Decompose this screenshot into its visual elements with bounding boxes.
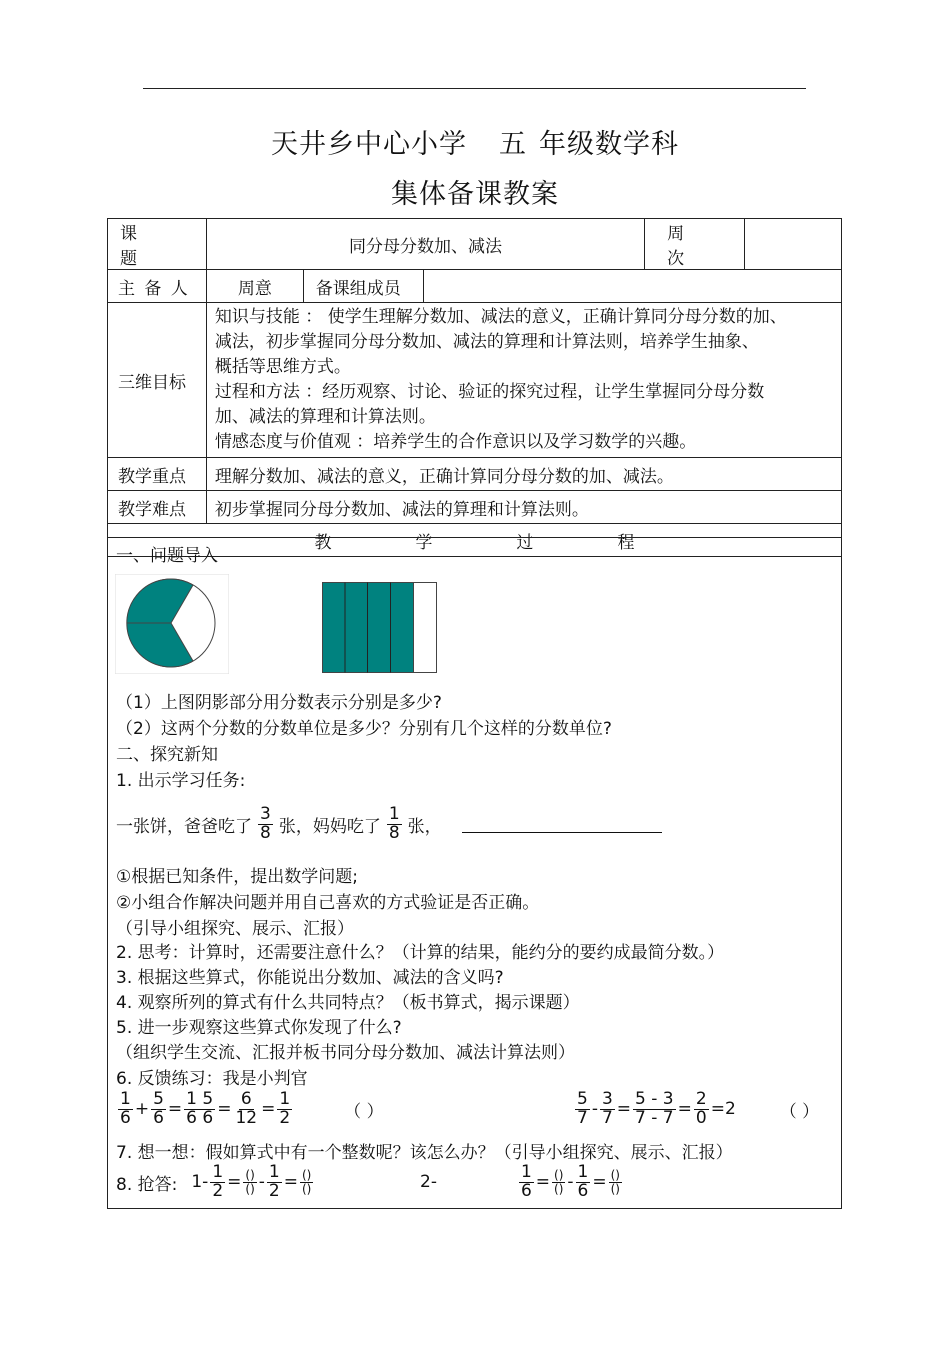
preparer-value: 周意 [206,270,303,303]
topic-label: 课 题 [108,219,207,270]
item-5: 5. 进一步观察这些算式你发现了什么? [116,1018,402,1038]
goal-line: 减法，初步掌握同分母分数加、减法的算理和计算法则，培养学生抽象、 [214,332,759,352]
step-2: ②小组合作解决问题并用自己喜欢的方式验证是否正确。 [116,893,540,913]
key-value: 理解分数加、减法的意义，正确计算同分母分数的加、减法。 [206,458,841,491]
school-name: 天井乡中心小学 [271,129,467,160]
goals-text [206,303,841,458]
goals-label: 三维目标 [108,303,207,458]
item-2: 2. 思考：计算时，还需要注意什么？（计算的结果，能约分的要约成最简分数。） [116,943,725,963]
question-2: （2）这两个分数的分数单位是多少？分别有几个这样的分数单位? [116,719,612,739]
bar-figure [322,582,438,674]
pie-figure [115,574,229,674]
section-intro: 一、问题导入 [116,546,218,566]
grade-number: 五 [499,129,527,160]
group-label: 备课组成员 [303,270,423,303]
item-4: 4. 观察所列的算式有什么共同特点？（板书算式，揭示课题） [116,993,580,1013]
judge-equation-1: $\frac{1}{6}$ + $\frac{5}{6}$ = $\frac{1 5}{6 6}$ = $\frac{6}{12}$ = $\frac{1}{2}$ （ ） [120,1089,384,1128]
document-title [0,122,950,161]
goal-line: 情感态度与价值观 ：培养学生的合作意识以及学习数学的兴趣。 [214,432,697,452]
step-1: ①根据已知条件，提出数学问题; [116,867,358,887]
task-line: 一张饼，爸爸吃了 $\frac{3}{8}$ 张，妈妈吃了 $\frac{1}{8}$ 张， [116,806,662,843]
goal-line: 过程和方法 ：经历观察、讨论、验证的探究过程，让学生掌握同分母分数 [214,382,765,402]
preparer-label: 主 备 人 [108,270,207,303]
quick-answer-1: 8. 抢答: 1- $\frac{1}{2}$ = $\frac{()}{()}$ - $\frac{1}{2}$ = $\frac{()}{()}$ [116,1162,312,1201]
goal-line: 加、减法的算理和计算法则。 [214,407,436,427]
goal-line: 概括等思维方式。 [214,357,351,377]
difficulty-label: 教学难点 [108,491,207,524]
grade-subject: 年级数学科 [539,129,679,160]
document-subtitle: 集体备课教案 [391,179,559,210]
teaching-process [107,537,842,1209]
header-rule [143,88,806,89]
item-7: 7. 想一想：假如算式中有一个整数呢？该怎么办？（引导小组探究、展示、汇报） [116,1143,733,1163]
item-6: 6. 反馈练习：我是小判官 [116,1069,308,1089]
topic-value: 同分母分数加、减法 [206,219,644,270]
group-value [423,270,841,303]
quick-answer-2: 2- $\frac{1}{6}$ = $\frac{()}{()}$ - $\frac{1}{6}$ = $\frac{()}{()}$ [420,1162,620,1201]
week-label: 周 次 [645,219,745,270]
lesson-info-table [107,218,842,557]
key-label: 教学重点 [108,458,207,491]
judge-equation-2: $\frac{5}{7}$ - $\frac{3}{7}$ = $\frac{5 - 3}{7 - 7}$ = $\frac{2}{0}$ =2 （ ） [577,1089,820,1128]
difficulty-value: 初步掌握同分母分数加、减法的算理和计算法则。 [206,491,841,524]
item-1: 1. 出示学习任务: [116,771,246,791]
question-1: （1）上图阴影部分用分数表示分别是多少? [116,693,442,713]
item-3: 3. 根据这些算式，你能说出分数加、减法的含义吗? [116,968,504,988]
answer-blank [462,816,662,833]
section-explore: 二、探究新知 [116,745,218,765]
week-value [745,219,842,270]
process-heading: 教 学 过 程 [108,524,842,557]
step-note: （引导小组探究、展示、汇报） [116,919,354,939]
item-5-note: （组织学生交流、汇报并板书同分母分数加、减法计算法则） [116,1043,575,1063]
goal-line: 知识与技能 ： 使学生理解分数加、减法的意义，正确计算同分母分数的加、 [214,307,787,327]
